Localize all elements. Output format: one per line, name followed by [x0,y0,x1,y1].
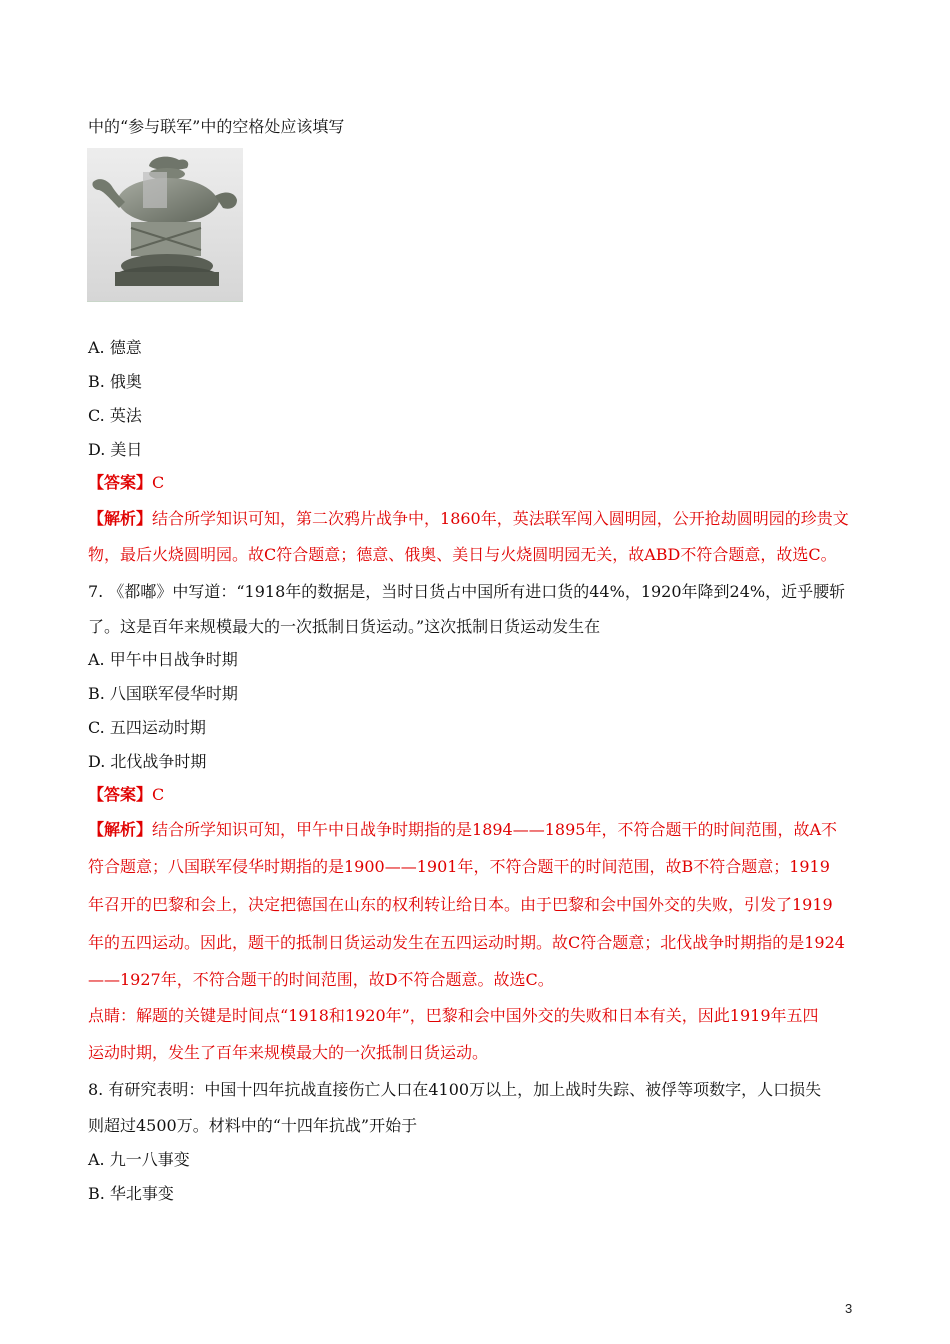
q6-option-c: C. 英法 [88,406,142,425]
q6-answer [88,473,164,493]
question-6-stem-tail: 中的“参与联军”中的空格处应该填写 [88,117,345,136]
analysis-label: 【解析】 [88,509,153,528]
q6-option-b: B. 俄奥 [88,372,142,391]
q7-analysis-line-1: 【解析】结合所学知识可知，甲午中日战争时期指的是1894——1895年，不符合题干的时间范围，故A不 [88,820,838,839]
answer-value: C [152,785,165,804]
q6-option-d: D. 美日 [88,440,143,459]
q7-option-d: D. 北伐战争时期 [88,752,207,771]
q6-option-a: A. 德意 [88,338,142,357]
bronze-vessel-image [87,148,243,301]
q7-tip-line-1: 点睛：解题的关键是时间点“1918和1920年”，巴黎和会中国外交的失败和日本有关，因此1919年五四 [88,1006,819,1025]
q6-analysis-line-1: 【解析】结合所学知识可知，第二次鸦片战争中，1860年，英法联军闯入圆明园，公开抢劫圆明园的珍贵文 [88,509,849,528]
q7-analysis-line-2: 符合题意；八国联军侵华时期指的是1900——1901年，不符合题干的时间范围，故B不符合题意；1919 [88,857,830,876]
q8-stem-line-2: 则超过4500万。材料中的“十四年抗战”开始于 [88,1116,418,1135]
q7-answer [88,785,164,805]
q8-option-a: A. 九一八事变 [88,1150,190,1169]
q7-tip-line-2: 运动时期，发生了百年来规模最大的一次抵制日货运动。 [88,1043,489,1062]
q8-option-b: B. 华北事变 [88,1184,174,1203]
bronze-vessel-photo [87,148,243,302]
q7-option-c: C. 五四运动时期 [88,718,206,737]
q7-option-b: B. 八国联军侵华时期 [88,684,238,703]
q7-analysis-line-4: 年的五四运动。因此，题干的抵制日货运动发生在五四运动时期。故C符合题意；北伐战争时期指的是1924 [88,933,845,952]
analysis-label: 【解析】 [88,820,153,839]
q7-option-a: A. 甲午中日战争时期 [88,650,238,669]
page-number: 3 [845,1301,853,1316]
q6-analysis-line-2: 物，最后火烧圆明园。故C符合题意；德意、俄奥、美日与火烧圆明园无关，故ABD不符合题意，故选C。 [88,545,837,564]
q8-stem-line-1: 8. 有研究表明：中国十四年抗战直接伤亡人口在4100万以上，加上战时失踪、被俘等项数字，人口损失 [88,1080,822,1099]
q7-stem-line-2: 了。这是百年来规模最大的一次抵制日货运动。”这次抵制日货运动发生在 [88,617,601,636]
q7-analysis-line-3: 年召开的巴黎和会上，决定把德国在山东的权利转让给日本。由于巴黎和会中国外交的失败，引发了1919 [88,895,833,914]
answer-value: C [152,473,165,492]
answer-label: 【答案】 [88,785,153,804]
q7-stem-line-1: 7. 《都嘟》中写道：“1918年的数据是，当时日货占中国所有进口货的44%，1920年降到24%，近乎腰斩 [88,582,846,601]
answer-label: 【答案】 [88,473,153,492]
q7-analysis-line-5: ——1927年，不符合题干的时间范围，故D不符合题意。故选C。 [88,970,554,989]
